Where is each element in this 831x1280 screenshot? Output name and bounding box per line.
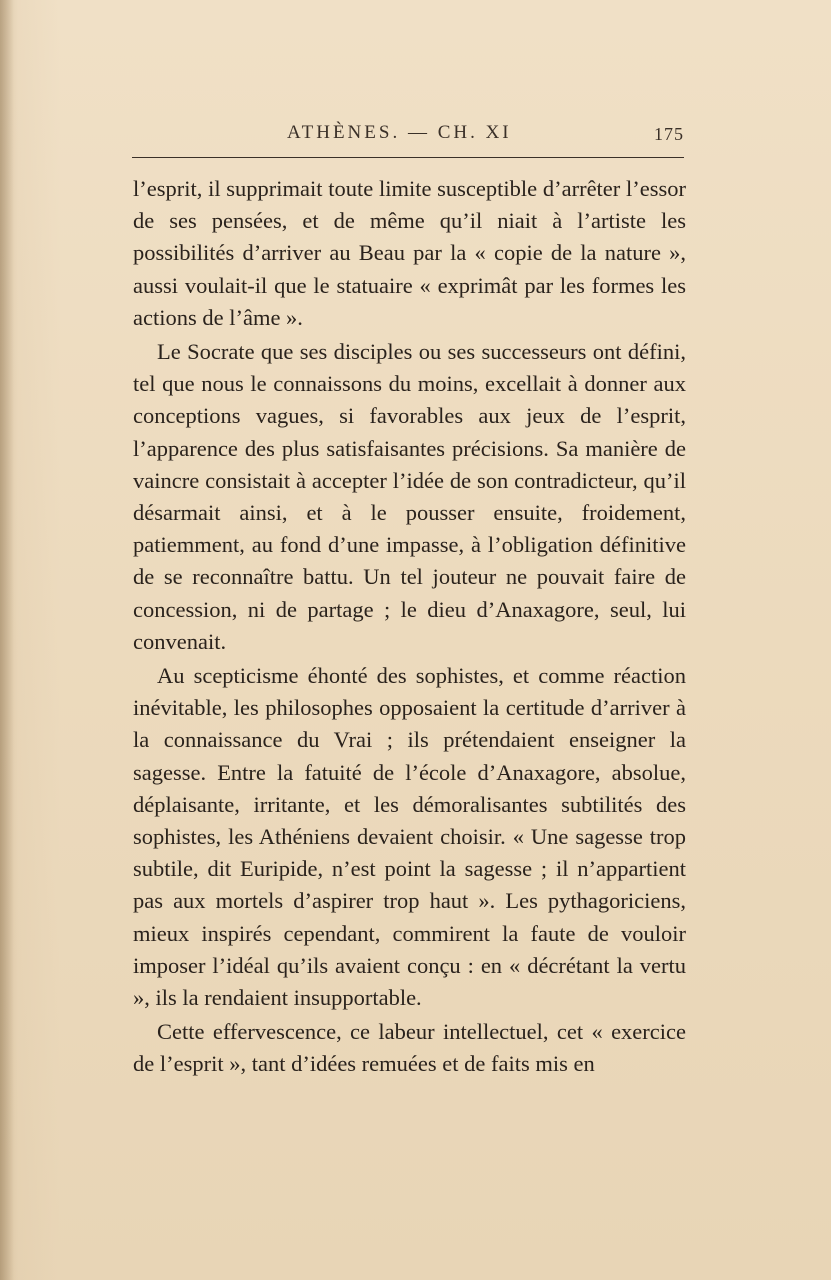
body-text — [133, 173, 686, 1081]
paragraph: Le Socrate que ses disciples ou ses successeurs ont défini, tel que nous le connaissons du moins, excellait à donner aux conceptions vagues, si favorables aux jeux de l’esprit, l’apparence des plus satisfaisantes précisions. Sa manière de vaincre consistait à accepter l’idée de son contradicteur, qu’il désarmait ainsi, et à le pousser ensuite, froidement, patiemment, au fond d’une impasse, à l’obligation définitive de se reconnaître battu. Un tel jouteur ne pouvait faire de concession, ni de partage ; le dieu d’Anaxagore, seul, lui convenait. — [133, 339, 686, 654]
paragraph: Cette effervescence, ce labeur intellectuel, cet « exercice de l’esprit », tant d’idées remuées et de faits mis en — [133, 1019, 686, 1077]
paragraph-continued: l’esprit, il supprimait toute limite susceptible d’arrêter l’essor de ses pensées, et de même qu’il niait à l’artiste les possibilités d’arriver au Beau par la « copie de la nature », aussi voulait-il que le statuaire « exprimât par les formes les actions de l’âme ». — [133, 176, 686, 330]
header-rule — [132, 157, 684, 158]
page-number: 175 — [654, 124, 684, 144]
running-head — [132, 118, 684, 148]
page-gutter-shadow — [0, 0, 14, 1280]
running-title: ATHÈNES. — CH. XI — [287, 122, 512, 143]
paragraph: Au scepticisme éhonté des sophistes, et comme réaction inévitable, les philosophes opposaient la certitude d’arriver à la connaissance du Vrai ; ils prétendaient enseigner la sagesse. Entre la fatuité de l’école d’Anaxagore, absolue, déplaisante, irritante, et les démoralisantes subtilités des sophistes, les Athéniens devaient choisir. « Une sagesse trop subtile, dit Euripide, n’est point la sagesse ; il n’appartient pas aux mortels d’aspirer trop haut ». Les pythagoriciens, mieux inspirés cependant, commirent la faute de vouloir imposer l’idéal qu’ils avaient conçu : en « décrétant la vertu », ils la rendaient insupportable. — [133, 663, 686, 1011]
